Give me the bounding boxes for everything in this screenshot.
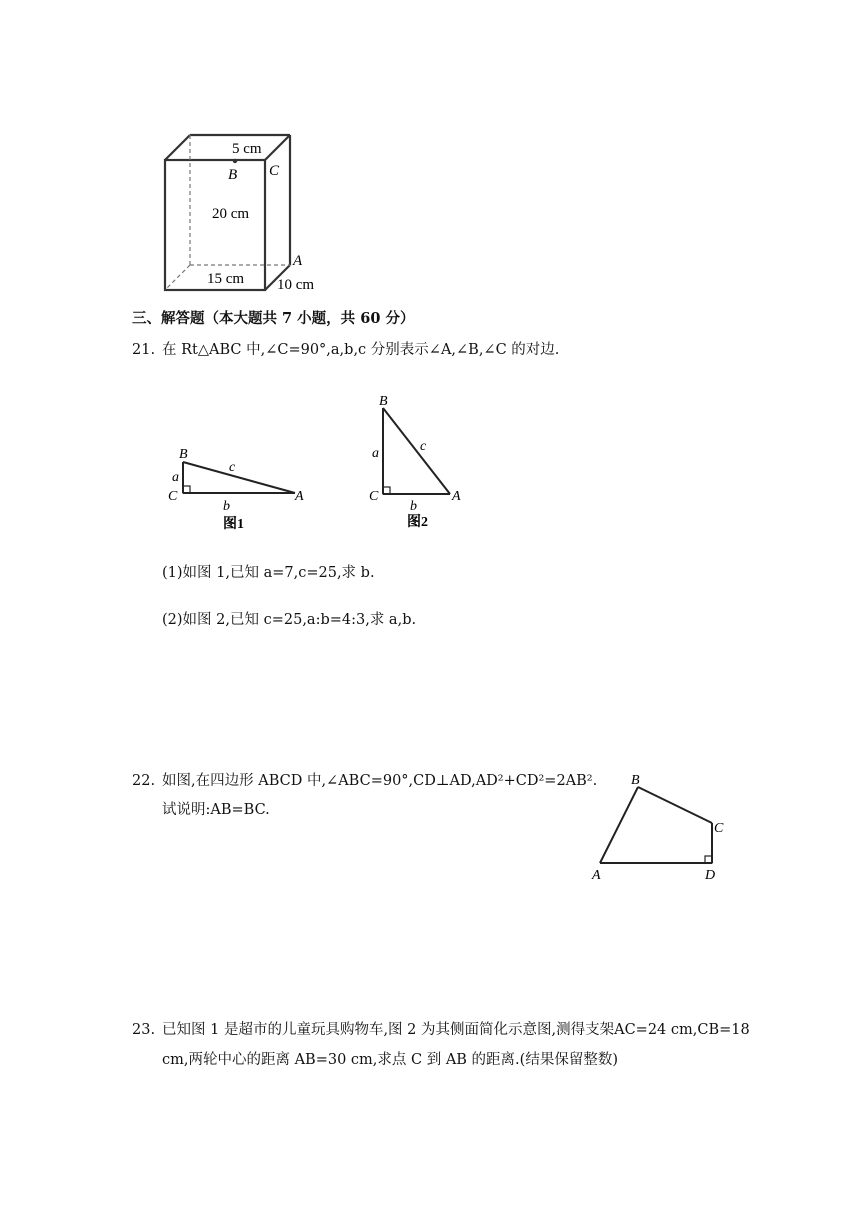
q23-line2: cm,两轮中心的距离 AB=30 cm,求点 C 到 AB 的距离.(结果保留整数) — [162, 1052, 618, 1068]
fig1-C: C — [168, 489, 178, 504]
q23-line1: 已知图 1 是超市的儿童玩具购物车,图 2 为其侧面简化示意图,测得支架AC=24 cm,CB=18 — [162, 1022, 750, 1038]
q22-number: 22. — [132, 773, 156, 789]
fig1-a: a — [172, 470, 179, 485]
fig2-C: C — [369, 489, 379, 504]
box-label-length: 15 cm — [207, 271, 245, 287]
box-label-a: A — [293, 253, 303, 269]
q21-part2: (2)如图 2,已知 c=25,a:b=4:3,求 a,b. — [162, 612, 417, 628]
q22-figure — [585, 770, 725, 885]
q21-part1: (1)如图 1,已知 a=7,c=25,求 b. — [162, 565, 375, 581]
fig1-B: B — [179, 447, 188, 462]
q22-line2: 试说明:AB=BC. — [162, 802, 270, 818]
box-label-height: 20 cm — [212, 206, 250, 222]
q21-stem: 在 Rt△ABC 中,∠C=90°,a,b,c 分别表示∠A,∠B,∠C 的对边. — [162, 342, 560, 358]
section-heading: 三、解答题（本大题共 7 小题，共 60 分） — [132, 310, 415, 327]
fig1-caption: 图1 — [223, 517, 244, 532]
q22-fig-A: A — [592, 868, 601, 883]
q22-stem: 如图,在四边形 ABCD 中,∠ABC=90°,CD⊥AD,AD²+CD²=2AB². — [162, 773, 598, 789]
cuboid-figure — [150, 125, 340, 300]
fig2-a: a — [372, 446, 379, 461]
q23-number: 23. — [132, 1022, 156, 1038]
fig1-A: A — [295, 489, 304, 504]
q21-figure-2 — [365, 390, 475, 530]
fig2-caption: 图2 — [407, 515, 428, 530]
q22-fig-B: B — [631, 773, 640, 788]
q21-number: 21. — [132, 342, 156, 358]
box-label-c: C — [269, 163, 280, 179]
fig2-B: B — [379, 394, 388, 409]
fig2-b: b — [410, 499, 417, 514]
q21-figure-1 — [165, 440, 320, 535]
fig2-c: c — [420, 439, 427, 454]
fig1-c: c — [229, 460, 236, 475]
box-label-top: 5 cm — [232, 141, 262, 157]
fig2-A: A — [452, 489, 461, 504]
box-label-b: B — [228, 167, 238, 183]
box-label-depth: 10 cm — [277, 277, 315, 293]
fig1-b: b — [223, 499, 230, 514]
q22-fig-D: D — [705, 868, 716, 883]
q22-fig-C: C — [714, 821, 724, 836]
